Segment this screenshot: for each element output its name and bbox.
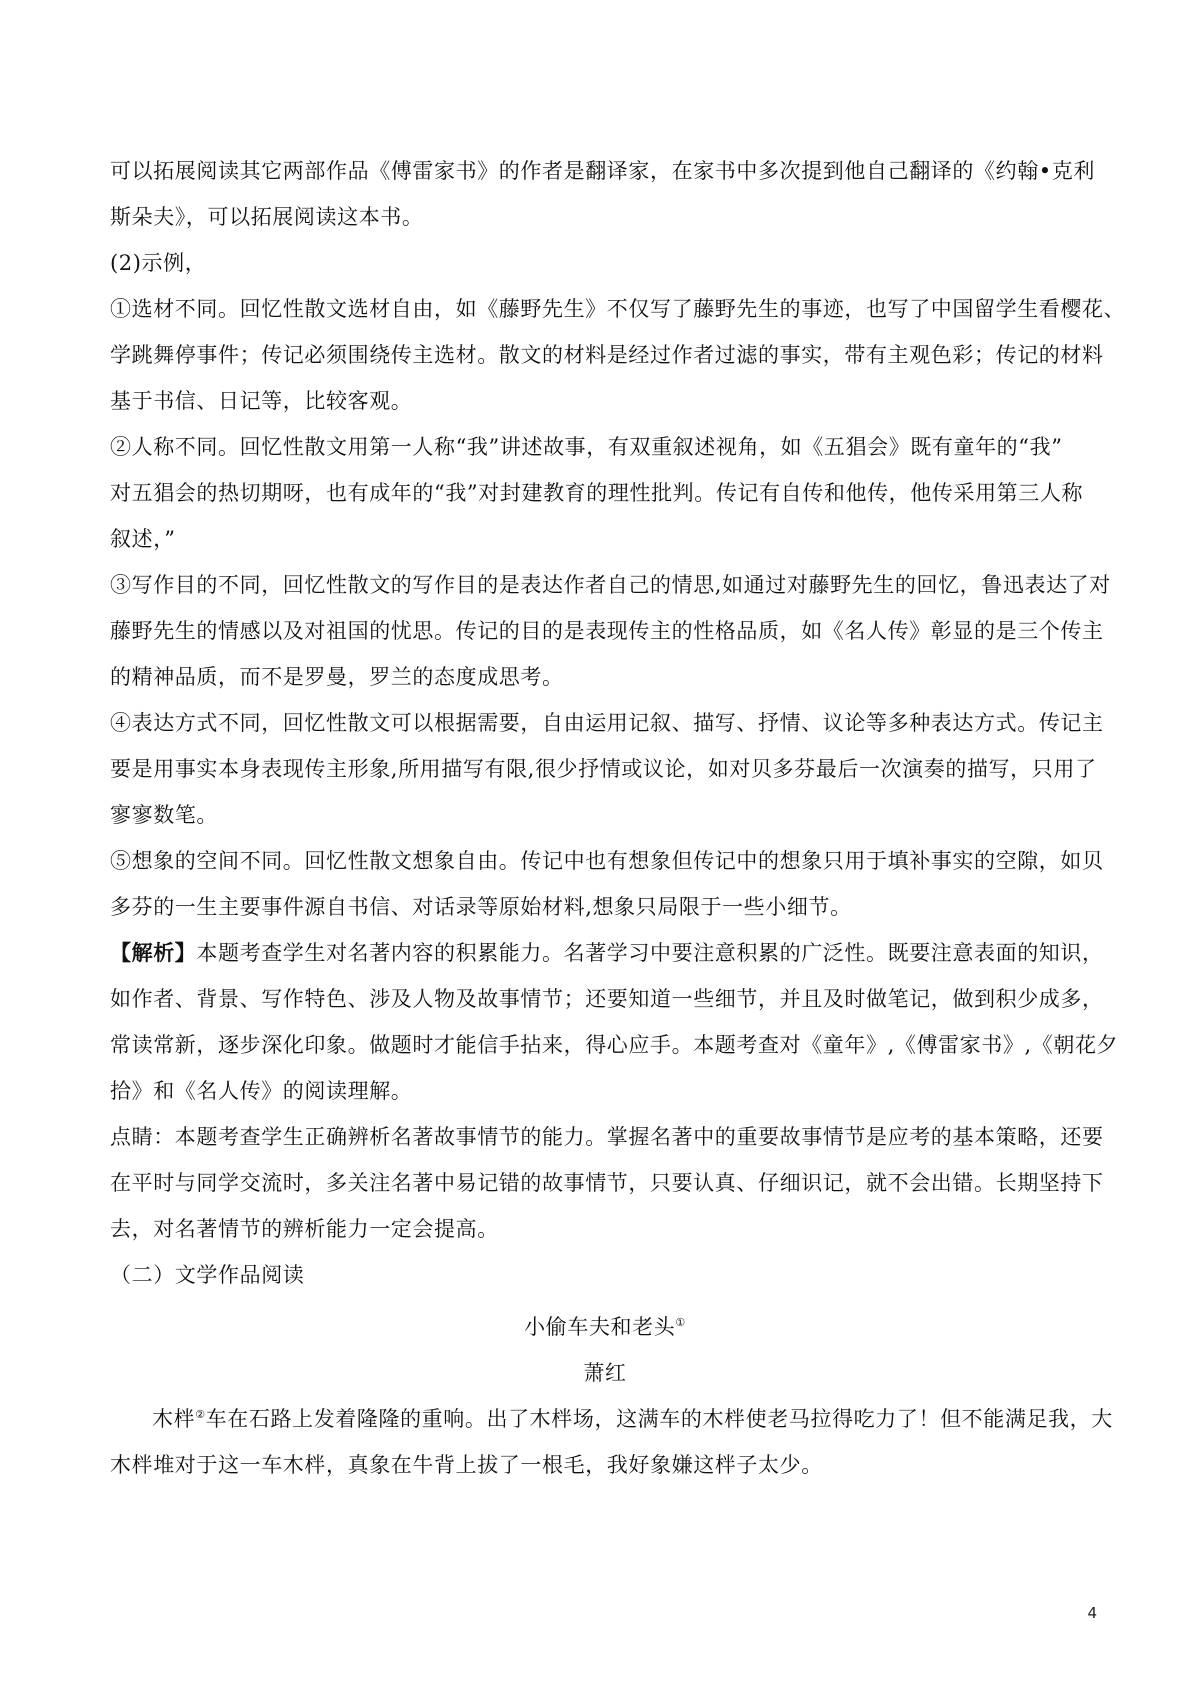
text-line: 多芬的一生主要事件源自书信、对话录等原始材料,想象只局限于一些小细节。 [110,895,852,919]
section-heading: （二）文学作品阅读 [110,1263,305,1287]
analysis-line: 如作者、背景、写作特色、涉及人物及故事情节；还要知道一些细节，并且及时做笔记，做到积少成多， [110,987,1104,1011]
text-line: 的精神品质，而不是罗曼，罗兰的态度成思考。 [110,665,564,689]
tip-line: 点睛：本题考查学生正确辨析名著故事情节的能力。掌握名著中的重要故事情节是应考的基本策略，还要 [110,1125,1104,1149]
analysis-label: 【解析】 [110,940,197,965]
text-line: ⑤想象的空间不同。回忆性散文想象自由。传记中也有想象但传记中的想象只用于填补事实的空隙，如贝 [110,849,1104,873]
tip-line: 去，对名著情节的辨析能力一定会提高。 [110,1217,499,1241]
text-line: ②人称不同。回忆性散文用第一人称“我”讲述故事，有双重叙述视角，如《五猖会》既有童年的“我” [110,435,1063,459]
text-line: 对五猖会的热切期呀，也有成年的“我”对封建教育的理性批判。传记有自传和他传，他传采用第三人称 [110,481,1084,505]
story-author: 萧红 [583,1361,627,1385]
text-line: 寥寥数笔。 [110,803,218,827]
text-line: 要是用事实本身表现传主形象,所用描写有限,很少抒情或议论，如对贝多芬最后一次演奏的描写，只用了 [110,757,1097,781]
story-title [110,1304,1100,1350]
page-number: 4 [1087,1604,1097,1622]
analysis-text: 本题考查学生对名著内容的积累能力。名著学习中要注意积累的广泛性。既要注意表面的知识， [196,941,1104,965]
story-title-text: 小偷车夫和老头 [524,1315,676,1339]
story-text: 车在石路上发着隆隆的重响。出了木柈场，这满车的木柈使老马拉得吃力了！但不能满足我，大 [205,1407,1113,1431]
analysis-line [110,930,1104,976]
footnote-marker: ② [195,1408,206,1421]
tip-line: 在平时与同学交流时，多关注名著中易记错的故事情节，只要认真、仔细识记，就不会出错。长期坚持下 [110,1171,1104,1195]
text-line: ①选材不同。回忆性散文选材自由，如《藤野先生》不仅写了藤野先生的事迹，也写了中国留学生看樱花、 [110,297,1126,321]
text-line: ③写作目的不同，回忆性散文的写作目的是表达作者自己的情思,如通过对藤野先生的回忆，鲁迅表达了对 [110,573,1111,597]
text-line: ④表达方式不同，回忆性散文可以根据需要，自由运用记叙、描写、抒情、议论等多种表达方式。传记主 [110,711,1104,735]
story-paragraph-line [110,1396,1113,1442]
story-text: 木柈 [152,1407,196,1431]
analysis-line: 常读常新，逐步深化印象。做题时才能信手拈来，得心应手。本题考查对《童年》,《傅雷家书》,《朝花夕 [110,1033,1119,1057]
footnote-marker: ① [675,1316,686,1329]
text-line: 叙述，” [110,527,176,551]
story-paragraph-line: 木柈堆对于这一车木柈，真象在牛背上拔了一根毛，我好象嫌这柈子太少。 [110,1453,823,1477]
text-line: 可以拓展阅读其它两部作品《傅雷家书》的作者是翻译家，在家书中多次提到他自己翻译的《约翰•克利 [110,159,1095,183]
text-line: 斯朵夫》，可以拓展阅读这本书。 [110,205,424,229]
text-line: 学跳舞停事件；传记必须围绕传主选材。散文的材料是经过作者过滤的事实，带有主观色彩；传记的材料 [110,343,1104,367]
text-line: (2)示例， [110,251,207,275]
page-content [110,148,1126,1488]
text-line: 藤野先生的情感以及对祖国的忧思。传记的目的是表现传主的性格品质，如《名人传》彰显的是三个传主 [110,619,1104,643]
text-line: 基于书信、日记等，比较客观。 [110,389,413,413]
analysis-line: 拾》和《名人传》的阅读理解。 [110,1079,413,1103]
